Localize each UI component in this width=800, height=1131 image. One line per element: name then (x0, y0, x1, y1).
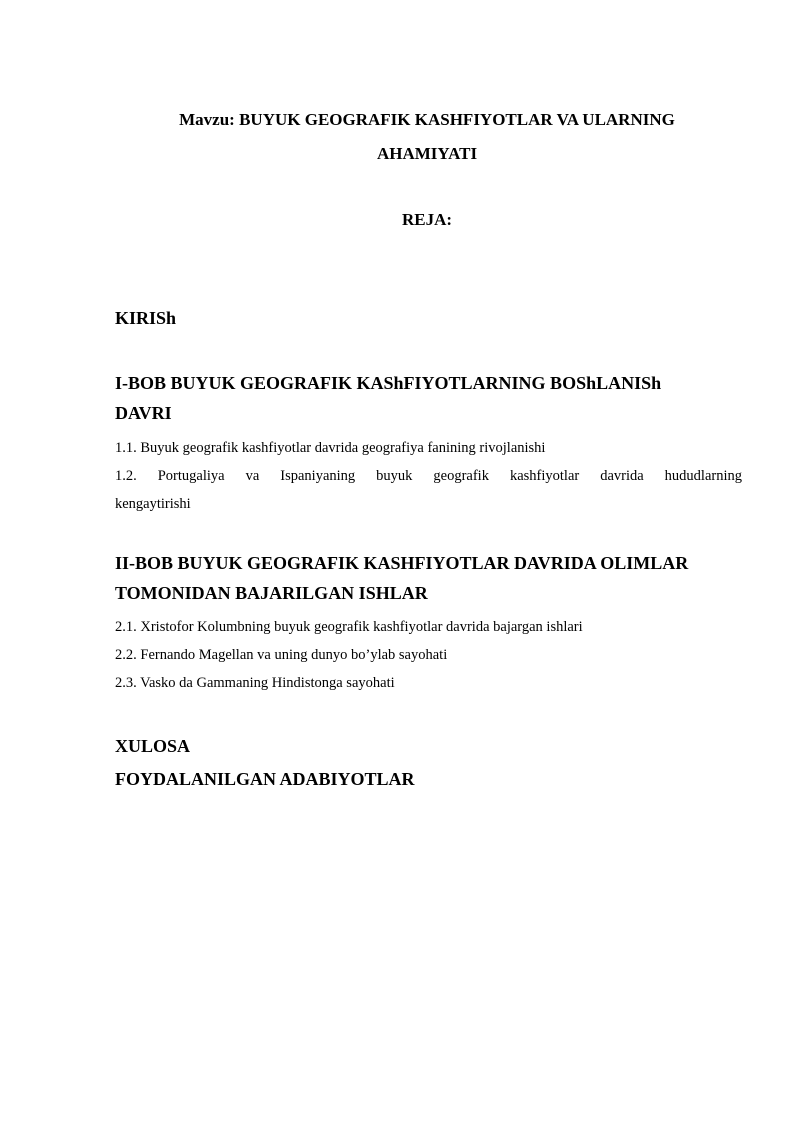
plan-heading: REJA: (401, 210, 453, 229)
plan-item-1-2-line-1: 1.2. Portugaliya va Ispaniyaning buyuk geografik kashfiyotlar davrida hududlarning (115, 468, 742, 484)
topic-title-line-2: AHAMIYATI (376, 144, 478, 163)
plan-item-2-2: 2.2. Fernando Magellan va uning dunyo bo’ylab sayohati (115, 647, 448, 663)
chapter-1-heading-line-2: DAVRI (115, 403, 172, 423)
topic-title-line-1: Mavzu: BUYUK GEOGRAFIK KASHFIYOTLAR VA ULARNING (179, 110, 675, 129)
plan-item-1-2 (115, 462, 742, 518)
plan-item-2-3: 2.3. Vasko da Gammaning Hindistonga sayohati (115, 675, 395, 691)
chapter-1-heading (115, 368, 745, 428)
references-heading: FOYDALANILGAN ADABIYOTLAR (115, 769, 415, 789)
plan-item-2-1: 2.1. Xristofor Kolumbning buyuk geografik kashfiyotlar davrida bajargan ishlari (115, 619, 583, 635)
chapter-2-heading-line-2: TOMONIDAN BAJARILGAN ISHLAR (115, 583, 428, 603)
chapter-2-heading (115, 548, 745, 608)
chapter-1-heading-line-1: I-BOB BUYUK GEOGRAFIK KAShFIYOTLARNING BOShLANISh (115, 373, 662, 393)
intro-heading: KIRISh (115, 308, 177, 328)
chapter-2-heading-line-1: II-BOB BUYUK GEOGRAFIK KASHFIYOTLAR DAVRIDA OLIMLAR (115, 553, 689, 573)
plan-item-1-2-line-2: kengaytirishi (115, 496, 191, 512)
conclusion-heading: XULOSA (115, 736, 191, 756)
topic-title (110, 103, 744, 171)
plan-item-1-1: 1.1. Buyuk geografik kashfiyotlar davrida geografiya fanining rivojlanishi (115, 440, 546, 456)
